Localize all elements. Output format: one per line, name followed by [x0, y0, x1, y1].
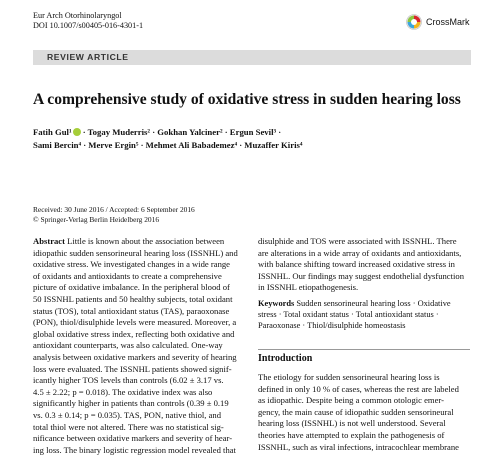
abstract-line: ing loss. The binary logistic regression model revealed that	[33, 444, 236, 455]
abstract-line: icantly higher TOS levels than controls (6.02 ± 3.17 vs.	[33, 375, 224, 386]
abstract-line: 4.5 ± 2.22; p = 0.018). The oxidative index was also	[33, 386, 213, 397]
abstract-line: oxidative stress. We investigated changes in a wide range	[33, 259, 230, 270]
abstract-line: nificance between oxidative markers and severity of hear-	[33, 433, 233, 444]
abstract-line: loss were evaluated. The ISSNHL patients showed signif-	[33, 363, 232, 374]
intro-line: The etiology for sudden sensorineural hearing loss is	[258, 372, 440, 382]
abstract-line: picture of oxidative imbalance. In the peripheral blood of	[33, 282, 230, 293]
orcid-icon[interactable]	[73, 128, 81, 136]
abstract-cont-line: disulphide and TOS were associated with ISSNHL. There	[258, 236, 457, 246]
abstract-line: idiopathic sudden sensorineural hearing loss (ISSNHL) and	[33, 247, 238, 258]
intro-line: as idiopathic. Despite being a common otologic emer-	[258, 395, 444, 406]
keywords-line: Paraoxonase · Thiol/disulphide homeostasis	[258, 321, 406, 330]
abstract-line: global oxidative stress index, reflecting both oxidative and	[33, 328, 235, 339]
introduction-heading: Introduction	[258, 353, 313, 364]
keywords-label: Keywords	[258, 299, 295, 308]
abstract-line: (PON), thiol/disulphide levels were measured. Moreover, a	[33, 317, 237, 328]
abstract-label: Abstract	[33, 236, 65, 246]
intro-line: ISSNHL, such as viral infections, intracochlear membrane	[258, 441, 459, 452]
copyright: © Springer-Verlag Berlin Heidelberg 2016	[33, 214, 160, 224]
abstract-first-line: Little is known about the association between	[67, 236, 225, 246]
author-line-2[interactable]: Sami Bercin⁴ · Merve Ergin⁵ · Mehmet Ali Babademez⁴ · Muzaffer Kiris⁴	[33, 140, 303, 150]
crossmark-icon	[406, 14, 422, 30]
doi[interactable]: DOI 10.1007/s00405-016-4301-1	[33, 21, 144, 30]
intro-line: gency, the main cause of idiopathic sudden sensorineural	[258, 406, 454, 417]
article-dates	[33, 205, 195, 224]
keywords-block	[258, 298, 471, 331]
abstract-paragraph	[33, 236, 245, 456]
abstract-line: total thiol were not altered. There was no statistical sig-	[33, 421, 224, 432]
abstract-line: antioxidant counterparts, was also calculated. One-way	[33, 340, 223, 351]
journal-name: Eur Arch Otorhinolaryngol	[33, 11, 122, 20]
abstract-line: analysis between oxidative markers and severity of hearing	[33, 351, 237, 362]
abstract-cont-line: are alterations in a wide array of oxidants and antioxidants,	[258, 247, 462, 258]
intro-line: defined in only 10 % of cases, whereas the rest are labeled	[258, 383, 459, 394]
article-title: A comprehensive study of oxidative stress in sudden hearing loss	[33, 91, 461, 108]
author-list	[33, 126, 473, 152]
introduction-text	[258, 372, 471, 453]
author-line-1-text: Fatih Gul¹ · Togay Muderris² · Gokhan Yalciner² · Ergun Sevil³ ·	[33, 127, 282, 137]
abstract-line-0	[33, 236, 245, 248]
section-bar	[33, 50, 471, 65]
section-label: REVIEW ARTICLE	[47, 52, 129, 62]
abstract-line: significantly higher in patients than controls (0.39 ± 0.19	[33, 398, 229, 409]
received-accepted: Received: 30 June 2016 / Accepted: 6 September 2016	[33, 205, 195, 214]
abstract-cont-line: in ISSNHL etiopathogenesis.	[258, 282, 359, 293]
abstract-continued	[258, 236, 471, 294]
intro-line: theories have attempted to explain the pathogenesis of	[258, 429, 445, 440]
abstract-cont-line: ISSNHL. Our findings may suggest endothelial dysfunction	[258, 270, 464, 281]
abstract-line: status (TOS), total antioxidant status (TAS), paraoxonase	[33, 305, 230, 316]
author-line-1[interactable]	[33, 126, 473, 139]
abstract-cont-line: with balance shifting toward increased oxidative stress in	[258, 259, 455, 270]
section-divider	[258, 349, 470, 350]
abstract-column	[33, 236, 245, 456]
keywords-line-0	[258, 298, 471, 309]
intro-line: hearing loss (ISSNHL) is not well understood. Several	[258, 418, 446, 429]
abstract-line: of oxidants and antioxidants to create a comprehensive	[33, 270, 222, 281]
abstract-line: vs. 0.3 ± 0.14; p = 0.035). TAS, PON, native thiol, and	[33, 409, 221, 420]
crossmark-badge[interactable]	[406, 14, 470, 30]
journal-header	[33, 11, 143, 31]
abstract-line: 50 ISSNHL patients and 50 healthy subjects, total oxidant	[33, 293, 233, 304]
keywords-text: Sudden sensorineural hearing loss · Oxidative	[296, 299, 451, 308]
crossmark-label: CrossMark	[426, 17, 470, 27]
keywords-line: stress · Total oxidant status · Total antioxidant status ·	[258, 310, 439, 319]
